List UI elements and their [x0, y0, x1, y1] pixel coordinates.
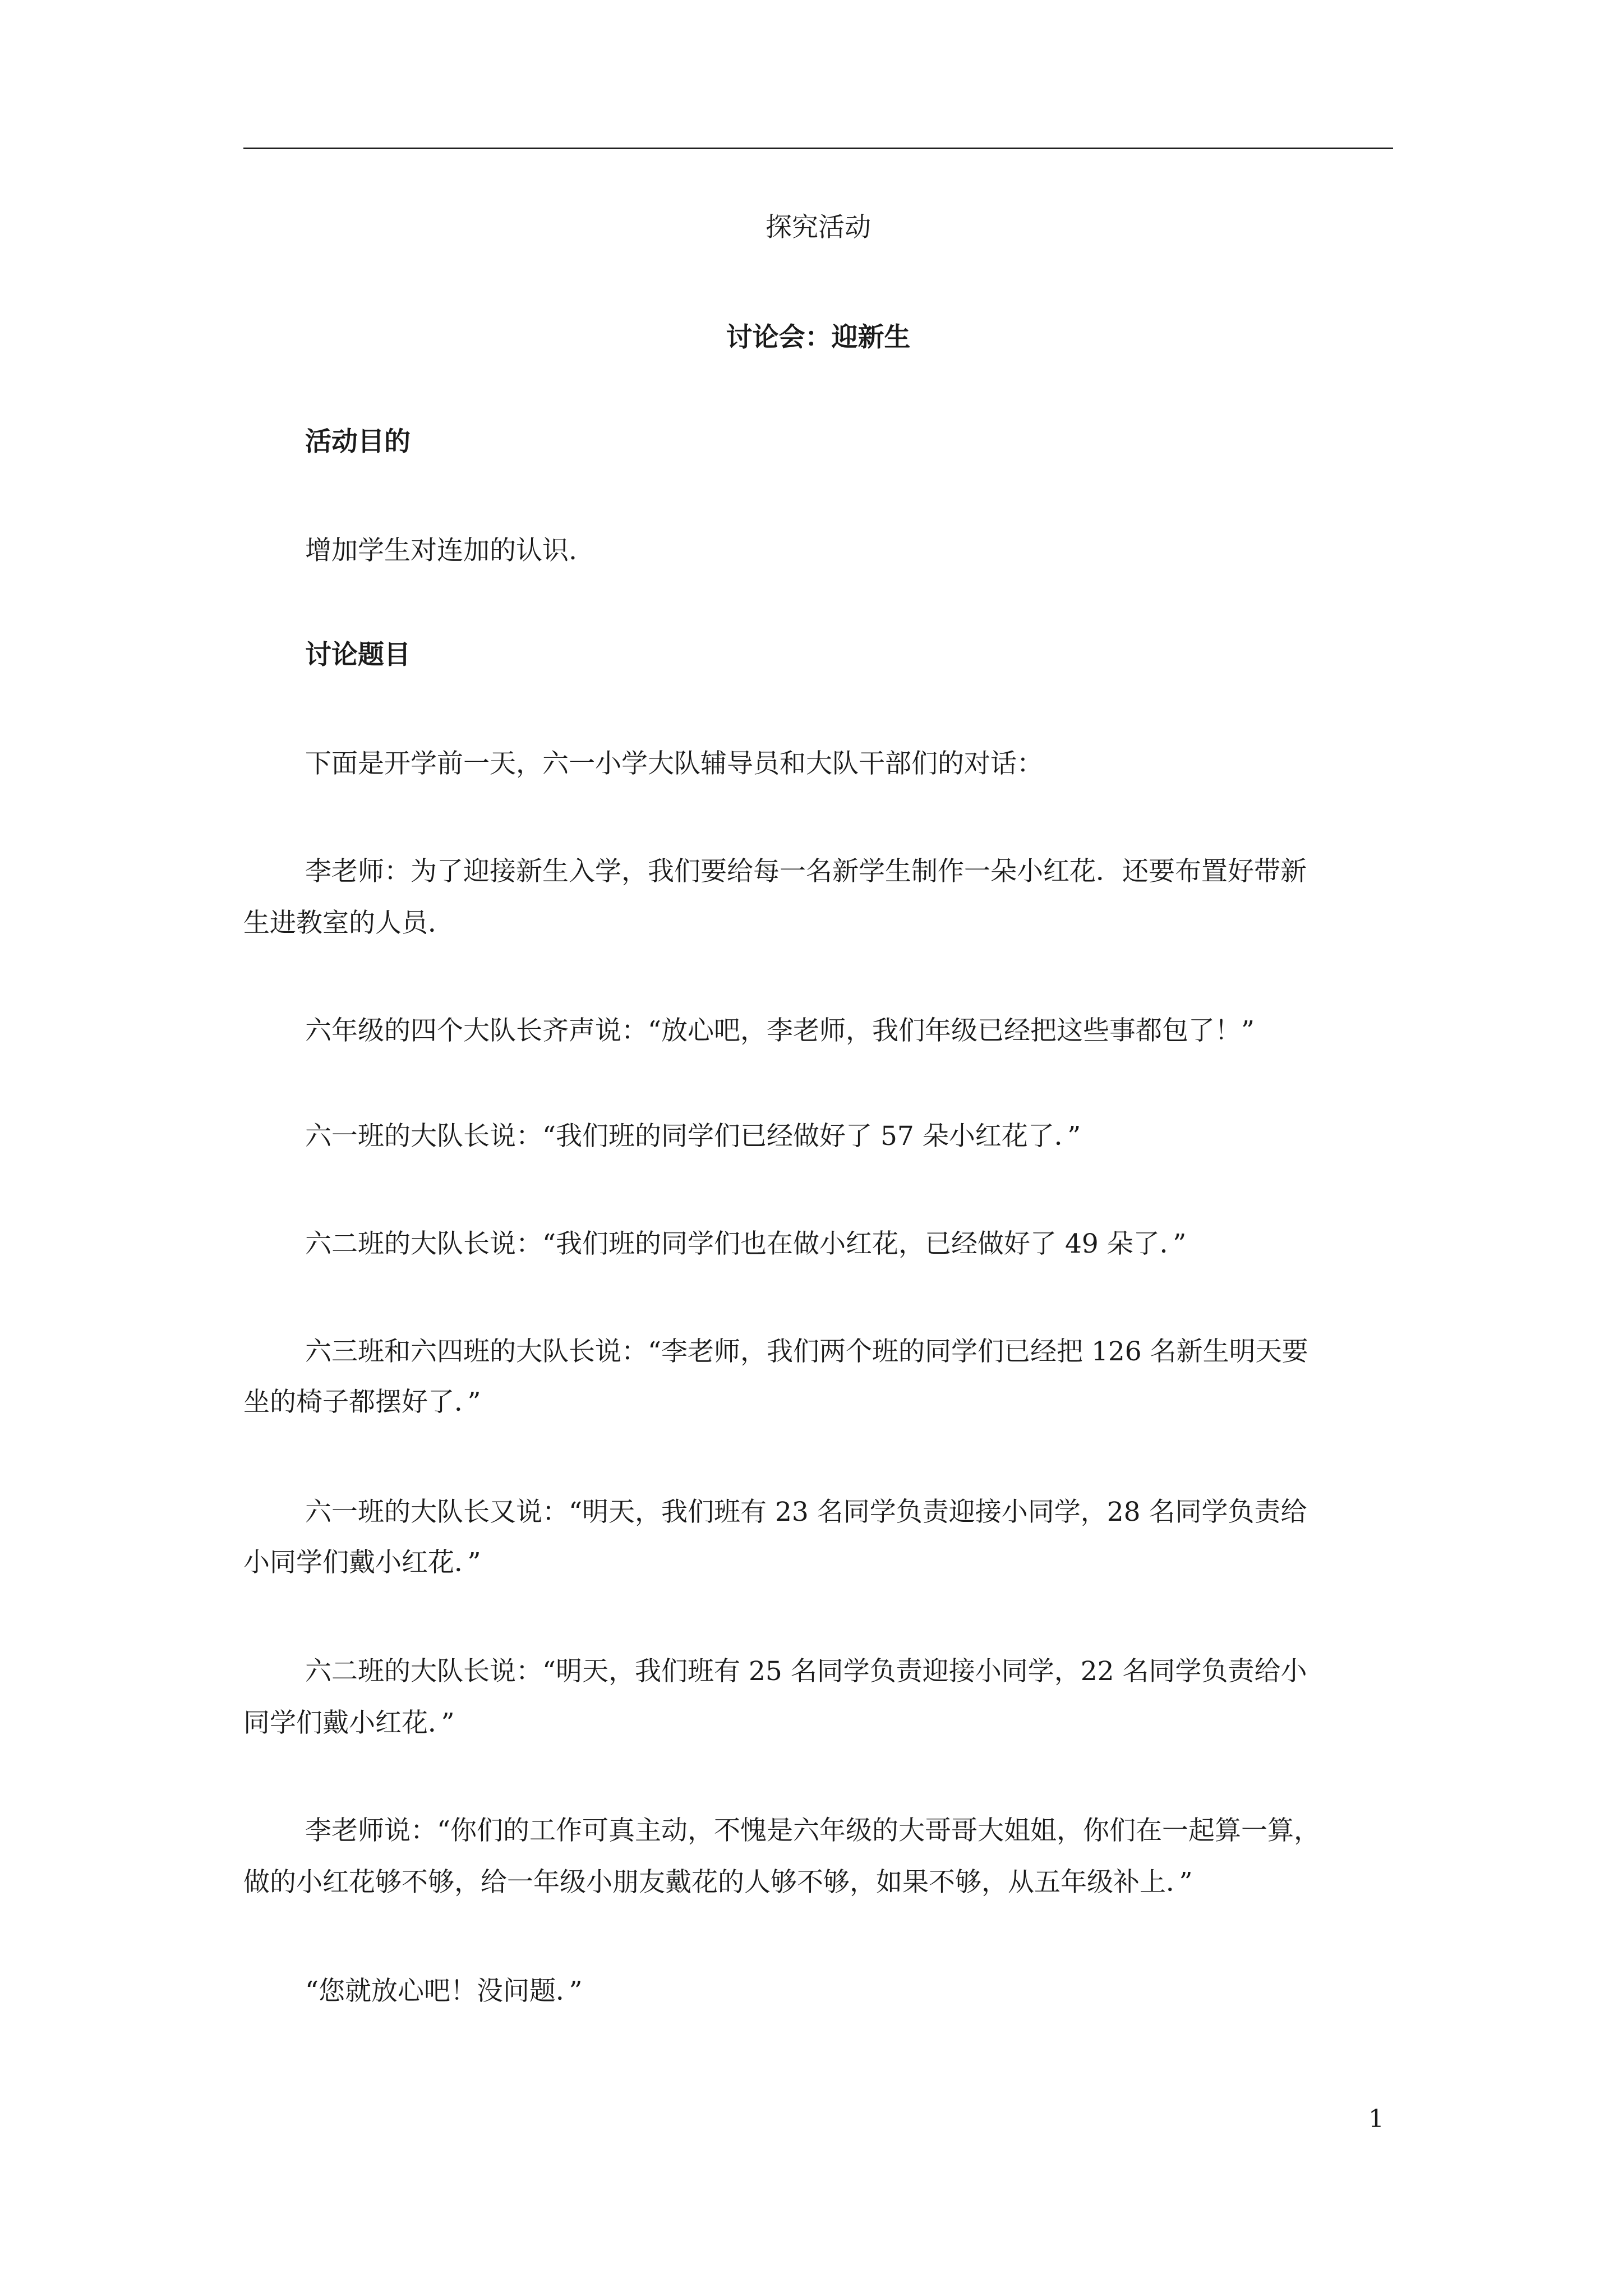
page-number: 1	[1368, 2105, 1384, 2133]
page-header	[0, 0, 1623, 151]
paragraph-9: “您就放心吧！没问题．”	[305, 1976, 583, 2007]
paragraph-8-line-2: 做的小红花够不够，给一年级小朋友戴花的人够不够，如果不够，从五年级补上．”	[243, 1867, 1193, 1898]
paragraph-6-line-2: 小同学们戴小红花．”	[243, 1547, 481, 1578]
paragraph-7-line-1: 六二班的大队长说：“明天，我们班有 25 名同学负责迎接小同学，22 名同学负责给小	[305, 1656, 1307, 1687]
paragraph-8-line-1: 李老师说：“你们的工作可真主动，不愧是六年级的大哥哥大姐姐，你们在一起算一算，	[305, 1815, 1321, 1846]
paragraph-2: 六年级的四个大队长齐声说：“放心吧，李老师，我们年级已经把这些事都包了！”	[305, 1015, 1255, 1046]
paragraph-5-line-1: 六三班和六四班的大队长说：“李老师，我们两个班的同学们已经把 126 名新生明天要	[305, 1336, 1308, 1367]
section-heading-topic: 讨论题目	[305, 639, 411, 670]
paragraph-7-line-2: 同学们戴小红花．”	[243, 1708, 455, 1738]
document-subtitle: 讨论会：迎新生	[726, 322, 911, 353]
paragraph-1-line-2: 生进教室的人员．	[243, 908, 454, 938]
paragraph-4: 六二班的大队长说：“我们班的同学们也在做小红花，已经做好了 49 朵了．”	[305, 1228, 1187, 1259]
paragraph-6-line-1: 六一班的大队长又说：“明天，我们班有 23 名同学负责迎接小同学，28 名同学负责给	[305, 1497, 1307, 1527]
document-title: 探究活动	[766, 212, 871, 243]
section-heading-purpose: 活动目的	[305, 426, 411, 457]
section-text-purpose: 增加学生对连加的认识.	[305, 535, 577, 566]
header-rule	[243, 148, 1393, 149]
paragraph-3: 六一班的大队长说：“我们班的同学们已经做好了 57 朵小红花了．”	[305, 1121, 1081, 1152]
paragraph-5-line-2: 坐的椅子都摆好了．”	[243, 1387, 481, 1418]
section-text-topic: 下面是开学前一天，六一小学大队辅导员和大队干部们的对话：	[305, 748, 1043, 779]
paragraph-1-line-1: 李老师：为了迎接新生入学，我们要给每一名新学生制作一朵小红花．还要布置好带新	[305, 856, 1307, 887]
